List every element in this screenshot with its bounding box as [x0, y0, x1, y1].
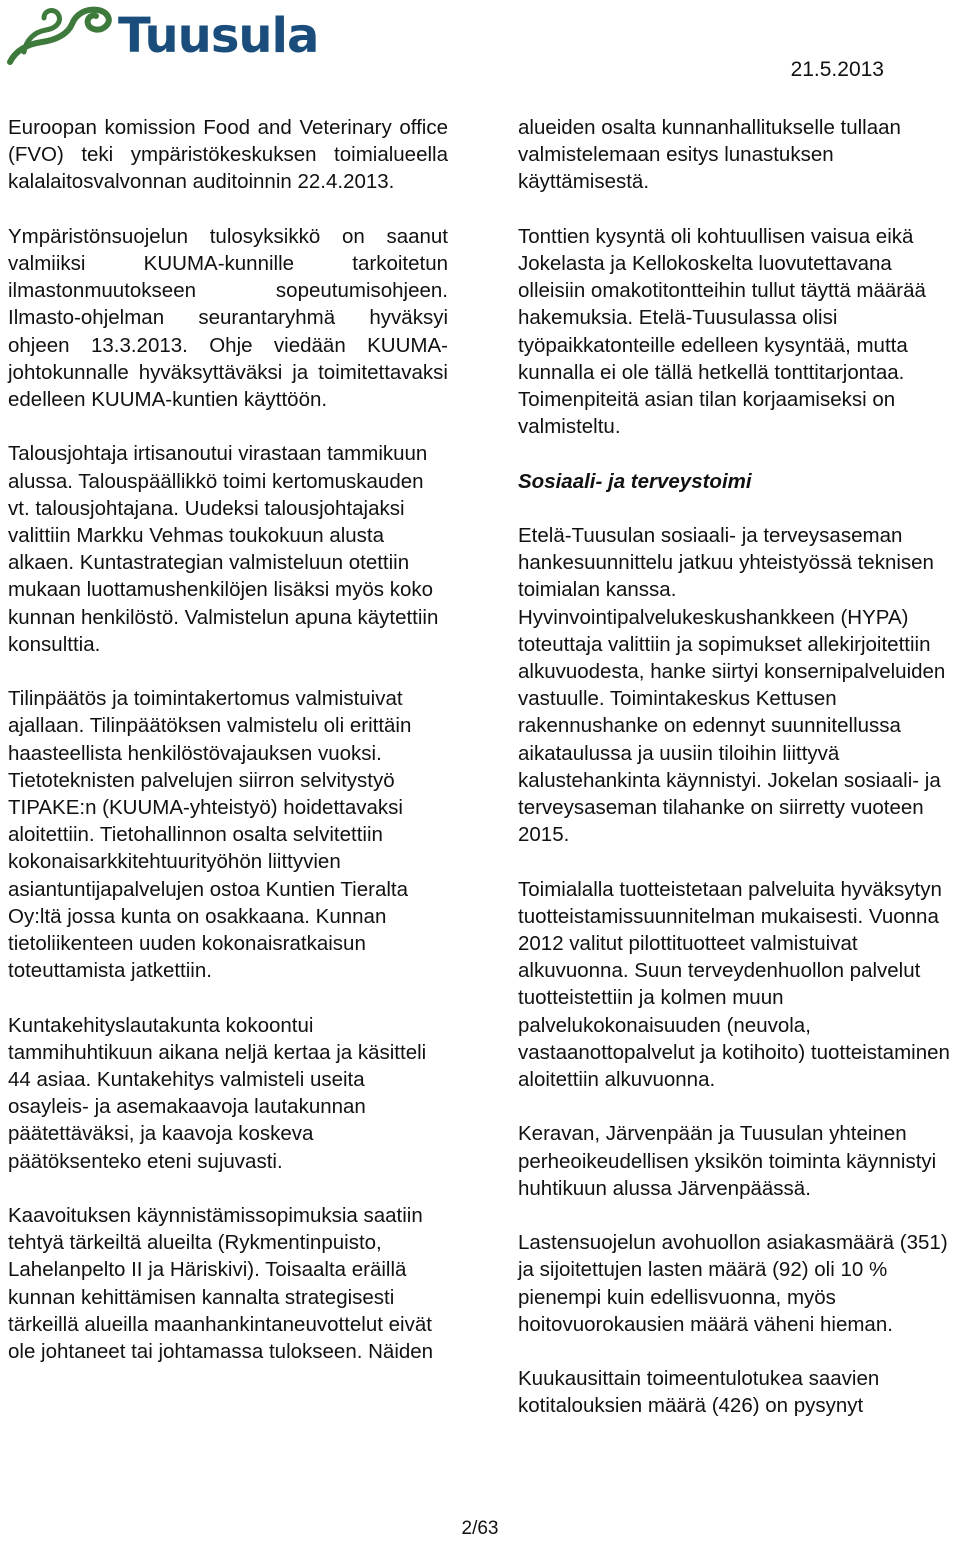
left-column — [8, 114, 448, 1392]
document-date: 21.5.2013 — [790, 58, 884, 81]
right-column — [518, 114, 954, 1447]
paragraph: Toimialalla tuotteistetaan palveluita hyväksytyn tuotteistamissuunnitelman mukaisesti. Vuonna 2012 valitut pilottituotteet valmistuivat alkuvuonna. Suun terveydenhuollon palvelut tuotteistettiin ja kolmen muun palvelukokonaisuuden (neuvola, vastaanottopalvelut ja kotihoito) tuotteistaminen aloitettiin alkuvuonna. — [518, 877, 950, 1092]
leaf-logo-icon — [6, 4, 116, 66]
logo-wordmark: Tuusula — [118, 8, 319, 64]
paragraph: Tonttien kysyntä oli kohtuullisen vaisua eikä Jokelasta ja Kellokoskelta luovutettavana olleisiin omakotitontteihin tullut täyttä määrää hakemuksia. Etelä-Tuusulassa olisi työpaikkatonteille edelleen kysyntää, mutta kunnalla ei ole tällä hetkellä tonttitarjontaa. Toimenpiteitä asian tilan korjaamiseksi on valmisteltu. — [518, 224, 926, 439]
paragraph: Ympäristönsuojelun tulosyksikkö on saanut valmiiksi KUUMA-kunnille tarkoitetun ilmastonmuutokseen sopeutumisohjeen. Ilmasto-ohjelman seurantaryhmä hyväksyi ohjeen 13.3.2013. Ohje viedään KUUMA-johtokunnalle hyväksyttäväksi ja toimitettavaksi edelleen KUUMA-kuntien käyttöön. — [8, 224, 448, 412]
page-header — [0, 0, 960, 90]
paragraph: Tilinpäätös ja toimintakertomus valmistuivat ajallaan. Tilinpäätöksen valmistelu oli erittäin haasteellista henkilöstövajauksen vuoksi. Tietoteknisten palvelujen siirron selvitystyö TIPAKE:n (KUUMA-yhteistyö) hoidettavaksi aloitettiin. Tietohallinnon osalta selvitettiin kokonaisarkkitehtuurityöhön liittyvien asiantuntijapalvelujen ostoa Kuntien Tieralta Oy:ltä jossa kunta on osakkaana. Kunnan tietoliikenteen uuden kokonaisratkaisun toteuttamista jatkettiin. — [8, 687, 412, 983]
paragraph: Euroopan komission Food and Veterinary office (FVO) teki ympäristökeskuksen toimialueella kalalaitosvalvonnan auditoinnin 22.4.2013. — [8, 116, 448, 194]
tuusula-logo — [6, 4, 319, 66]
paragraph: Kuntakehityslautakunta kokoontui tammihuhtikuun aikana neljä kertaa ja käsitteli 44 asiaa. Kuntakehitys valmisteli useita osayleis- ja asemakaavoja lautakunnan päätettäväksi, ja kaavoja koskeva päätöksenteko eteni sujuvasti. — [8, 1013, 427, 1173]
paragraph: alueiden osalta kunnanhallitukselle tullaan valmistelemaan esitys lunastuksen käyttämisestä. — [518, 116, 901, 194]
paragraph: Etelä-Tuusulan sosiaali- ja terveysaseman hankesuunnittelu jatkuu yhteistyössä teknisen toimialan kanssa. Hyvinvointipalvelukeskushankkeen (HYPA) toteuttaja valittiin ja sopimukset allekirjoitettiin alkuvuodesta, hanke siirtyi konsernipalveluiden vastuulle. Toimintakeskus Kettusen rakennushanke on edennyt suunnitellussa aikataulussa ja uusiin tiloihin liittyvä kalustehankinta käynnistyi. Jokelan sosiaali- ja terveysaseman tilahanke on siirretty vuoteen 2015. — [518, 524, 946, 847]
page-number: 2/63 — [461, 1518, 499, 1539]
paragraph: Lastensuojelun avohuollon asiakasmäärä (351) ja sijoitettujen lasten määrä (92) oli 10 % pienempi kuin edellisvuonna, myös hoitovuorokausien määrä väheni hieman. — [518, 1231, 948, 1336]
section-heading: Sosiaali- ja terveystoimi — [518, 469, 752, 493]
paragraph: Talousjohtaja irtisanoutui virastaan tammikuun alussa. Talouspäällikkö toimi kertomuskauden vt. talousjohtajana. Uudeksi talousjohtajaksi valittiin Markku Vehmas toukokuun alusta alkaen. Kuntastrategian valmisteluun otettiin mukaan luottamushenkilöjen lisäksi myös koko kunnan henkilöstö. Valmistelun apuna käytettiin konsulttia. — [8, 442, 439, 656]
paragraph: Keravan, Järvenpään ja Tuusulan yhteinen perheoikeudellisen yksikön toiminta käynnistyi huhtikuun alussa Järvenpäässä. — [518, 1122, 937, 1200]
paragraph: Kaavoituksen käynnistämissopimuksia saatiin tehtyä tärkeiltä alueilta (Rykmentinpuisto, Lahelanpelto II ja Häriskivi). Toisaalta eräillä kunnan kehittämisen kannalta strategisesti tärkeillä alueilla maanhankintaneuvottelut eivät ole johtaneet tai johtamassa tulokseen. Näiden — [8, 1204, 434, 1364]
paragraph: Kuukausittain toimeentulotukea saavien kotitalouksien määrä (426) on pysynyt — [518, 1367, 880, 1418]
